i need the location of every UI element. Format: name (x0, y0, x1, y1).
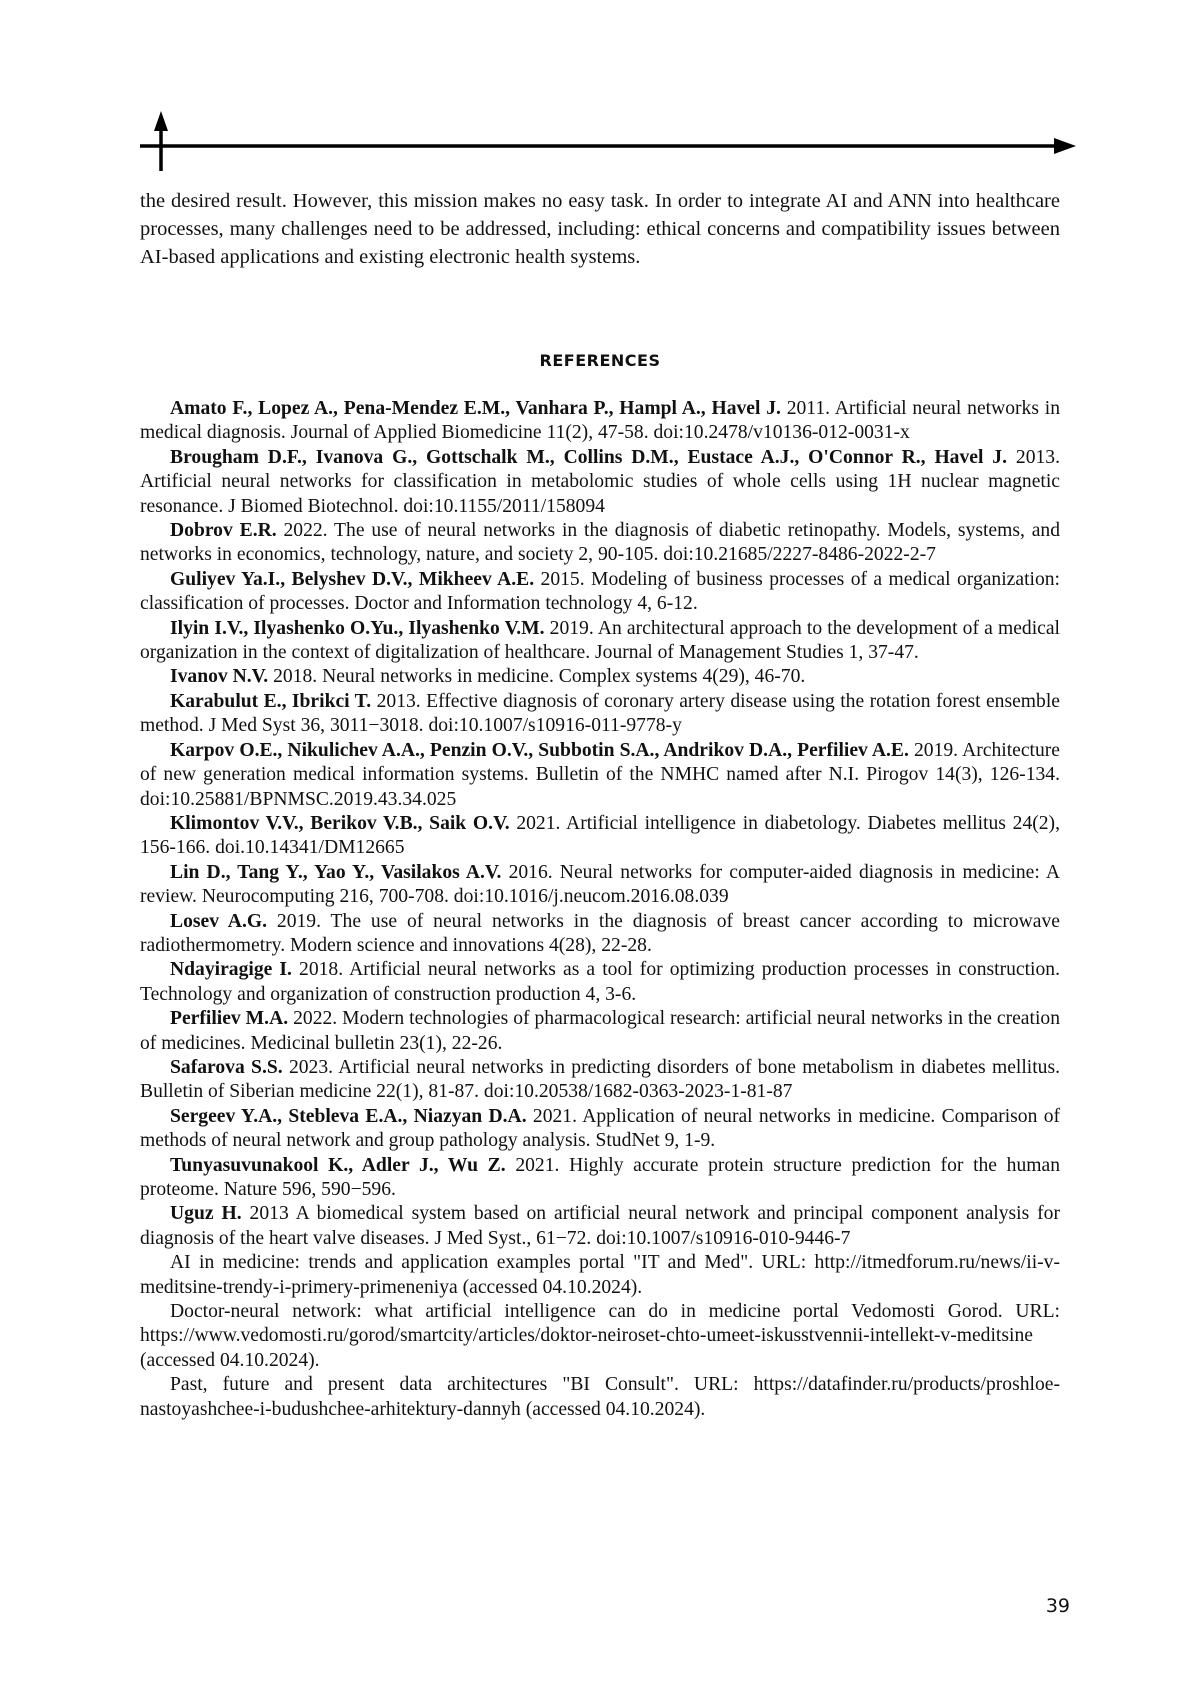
reference-text: 2019. The use of neural networks in the diagnosis of breast cancer according to microwave radiothermometry. Modern science and innovations 4(28), 22-28. (140, 910, 1060, 956)
reference-item (140, 1202, 1060, 1251)
reference-authors: Sergeev Y.A., Stebleva E.A., Niazyan D.A. (170, 1105, 527, 1127)
reference-item (140, 617, 1060, 666)
reference-authors: Ivanov N.V. (170, 666, 269, 688)
reference-item (140, 861, 1060, 910)
intro-paragraph: the desired result. However, this mission makes no easy task. In order to integrate AI and ANN into healthcare processes, many challenges need to be addressed, including: ethical concerns and compatibility issues between AI-based applications and existing electronic health systems. (140, 190, 1060, 268)
reference-authors: Losev A.G. (170, 910, 267, 932)
reference-authors: Safarova S.S. (170, 1056, 283, 1078)
reference-authors: Dobrov E.R. (170, 520, 277, 542)
reference-text: AI in medicine: trends and application examples portal "IT and Med". URL: http://itmedforum.ru/news/ii-v-meditsine-trendy-i-primery-primeneniya (accessed 04.10.2024). (140, 1252, 1060, 1298)
reference-item (140, 1007, 1060, 1056)
reference-authors: Ilyin I.V., Ilyashenko O.Yu., Ilyashenko V.M. (170, 617, 545, 639)
reference-authors: Brougham D.F., Ivanova G., Gottschalk M., Collins D.M., Eustace A.J., O'Connor R., Havel J. (170, 446, 1008, 468)
reference-text: 2013 A biomedical system based on artificial neural network and principal component analysis for diagnosis of the heart valve diseases. J Med Syst., 61−72. doi:10.1007/s10916-010-9446-7 (140, 1203, 1061, 1249)
reference-authors: Perfiliev M.A. (170, 1008, 289, 1030)
references-heading: REFERENCES (539, 351, 661, 370)
reference-authors: Lin D., Tang Y., Yao Y., Vasilakos A.V. (170, 861, 502, 883)
reference-item (140, 1373, 1060, 1422)
reference-item (140, 910, 1060, 959)
reference-item (140, 958, 1060, 1007)
reference-authors: Amato F., Lopez A., Pena-Mendez E.M., Vanhara P., Hampl A., Havel J. (170, 398, 781, 419)
reference-authors: Guliyev Ya.I., Belyshev D.V., Mikheev A.E. (170, 568, 535, 590)
reference-text: 2016. Neural networks for computer-aided diagnosis in medicine: A review. Neurocomputing 216, 700-708. doi:10.1016/j.neucom.2016.08.039 (140, 861, 1060, 908)
reference-text: 2018. Neural networks in medicine. Complex systems 4(29), 46-70. (268, 666, 806, 688)
reference-item (140, 1154, 1060, 1203)
reference-text: 2022. The use of neural networks in the diagnosis of diabetic retinopathy. Models, systems, and networks in economics, technology, nature, and society 2, 90-105. doi:10.21685/2227-8486-2022-2-7 (140, 520, 1060, 566)
reference-item (140, 1056, 1060, 1105)
reference-text: Past, future and present data architectures "BI Consult". URL: https://datafinder.ru/products/proshloe-nastoyashchee-i-budushchee-arhitektury-dannyh (accessed 04.10.2024). (140, 1374, 1060, 1420)
reference-text: 2018. Artificial neural networks as a tool for optimizing production processes in construction. Technology and organization of construction production 4, 3-6. (140, 959, 1060, 1005)
reference-item (140, 690, 1060, 739)
reference-item (140, 446, 1060, 519)
reference-item (140, 1300, 1060, 1373)
page-content (140, 187, 1060, 1422)
reference-authors: Uguz H. (170, 1203, 242, 1225)
references-list (140, 397, 1060, 1422)
header-axis-arrows (0, 0, 1200, 180)
reference-item (140, 397, 1060, 446)
reference-text: 2015. Modeling of business processes of a medical organization: classification of processes. Doctor and Information technology 4, 6-12. (140, 568, 1060, 615)
reference-text: 2019. An architectural approach to the development of a medical organization in the context of digitalization of healthcare. Journal of Management Studies 1, 37-47. (140, 617, 1060, 664)
reference-text: 2011. Artificial neural networks in medical diagnosis. Journal of Applied Biomedicine 11(2), 47-58. doi:10.2478/v10136-012-0031-x (140, 398, 1061, 444)
reference-authors: Klimontov V.V., Berikov V.B., Saik O.V. (170, 812, 510, 834)
reference-authors: Karabulut E., Ibrikci T. (170, 690, 372, 712)
reference-item (140, 519, 1060, 568)
reference-text: 2021. Application of neural networks in medicine. Comparison of methods of neural network and group pathology analysis. StudNet 9, 1-9. (140, 1105, 1061, 1152)
reference-text: Doctor-neural network: what artificial intelligence can do in medicine portal Vedomosti Gorod. URL: https://www.vedomosti.ru/gorod/smartcity/articles/doktor-neiroset-chto-umeet-iskusstvennii-intellekt-v-meditsine (accessed 04.10.2024). (140, 1301, 1060, 1371)
reference-authors: Karpov O.E., Nikulichev A.A., Penzin O.V., Subbotin S.A., Andrikov D.A., Perfiliev A.E. (170, 739, 909, 761)
reference-text: 2021. Highly accurate protein structure prediction for the human proteome. Nature 596, 590−596. (140, 1154, 1060, 1200)
reference-text: 2013. Artificial neural networks for classification in metabolomic studies of whole cells using 1H nuclear magnetic resonance. J Biomed Biotechnol. doi:10.1155/2011/158094 (140, 446, 1060, 517)
page-number: 39 (1045, 1595, 1070, 1617)
reference-text: 2022. Modern technologies of pharmacological research: artificial neural networks in the creation of medicines. Medicinal bulletin 23(1), 22-26. (140, 1008, 1060, 1054)
reference-text: 2021. Artificial intelligence in diabetology. Diabetes mellitus 24(2), 156-166. doi.10.14341/DM12665 (140, 812, 1060, 859)
reference-text: 2023. Artificial neural networks in predicting disorders of bone metabolism in diabetes mellitus. Bulletin of Siberian medicine 22(1), 81-87. doi:10.20538/1682-0363-2023-1-81-87 (140, 1056, 1060, 1103)
reference-item (140, 1105, 1060, 1154)
reference-item (140, 568, 1060, 617)
reference-item (140, 1251, 1060, 1300)
reference-item (140, 739, 1060, 812)
reference-authors: Ndayiragige I. (170, 959, 292, 981)
reference-item (140, 665, 1060, 689)
reference-authors: Tunyasuvunakool K., Adler J., Wu Z. (170, 1154, 506, 1176)
reference-text: 2019. Architecture of new generation medical information systems. Bulletin of the NMHC named after N.I. Pirogov 14(3), 126-134. doi:10.25881/BPNMSC.2019.43.34.025 (140, 739, 1060, 810)
reference-text: 2013. Effective diagnosis of coronary artery disease using the rotation forest ensemble method. J Med Syst 36, 3011−3018. doi:10.1007/s10916-011-9778-y (140, 690, 1060, 737)
reference-item (140, 812, 1060, 861)
